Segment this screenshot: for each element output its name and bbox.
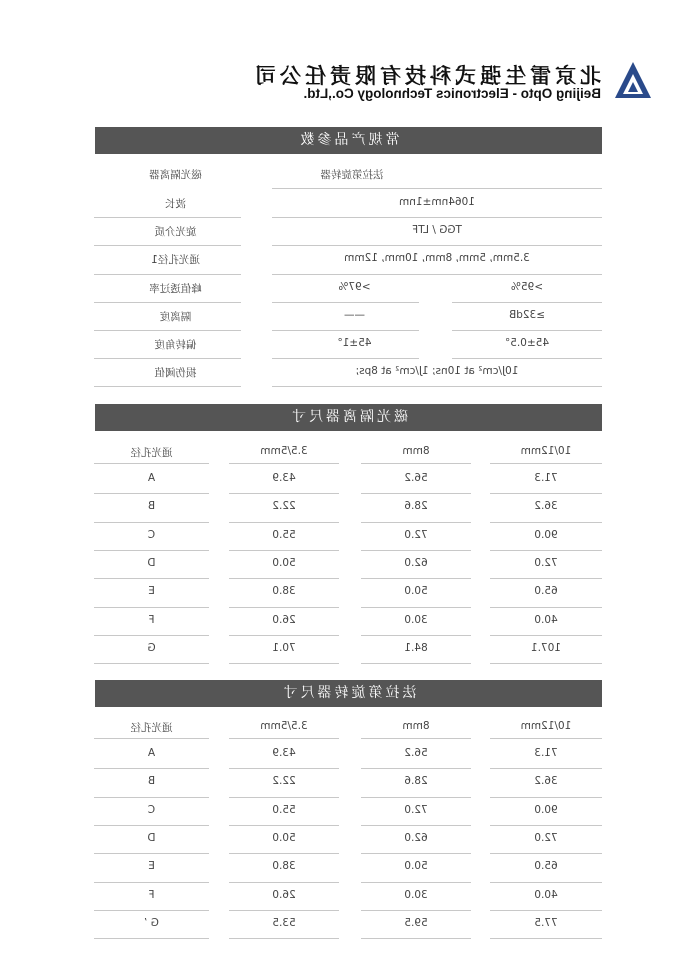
isolator-dims-cell: 84.1 (404, 641, 428, 654)
faraday-dims-row-divider (361, 853, 471, 854)
isolator-dims-header-cell: 8mm (402, 445, 430, 457)
isolator-dims-header-divider (490, 463, 602, 464)
isolator-dims-header-divider (229, 463, 339, 464)
params-row-label: 通光孔径1 (151, 254, 200, 267)
params-row-value: TGG / LTF (412, 224, 462, 237)
params-row-value: 3.5mm, 5mm, 8mm, 10mm, 12mm (344, 252, 530, 265)
faraday-dims-cell: 28.6 (404, 775, 428, 788)
isolator-dims-row-divider (229, 607, 339, 608)
isolator-dims-cell: 28.6 (404, 500, 428, 513)
faraday-dims-title: 法拉第旋转器尺寸 (95, 680, 602, 707)
params-row-divider (272, 302, 419, 303)
params-label-divider (94, 217, 241, 218)
faraday-dims-row-divider (490, 910, 602, 911)
isolator-dims-row-divider (94, 522, 209, 523)
isolator-dims-cell: F (148, 613, 155, 626)
params-row-label: 峰值透过率 (149, 282, 202, 295)
isolator-dims-cell: 43.9 (272, 472, 296, 484)
isolator-dims-row-divider (361, 607, 471, 608)
faraday-dims-header-divider (361, 738, 471, 739)
isolator-dims-row-divider (94, 493, 209, 494)
isolator-dims-header-cell: 3.5/5mm (260, 445, 308, 457)
company-name-cn: 北京雷生强式科技有限责任公司 (251, 64, 601, 88)
isolator-dims-row-divider (361, 635, 471, 636)
params-row-divider (272, 358, 419, 359)
faraday-dims-row-divider (94, 825, 209, 826)
faraday-dims-row-divider (229, 910, 339, 911)
faraday-dims-header-divider (490, 738, 602, 739)
faraday-dims-cell: A (147, 747, 156, 759)
isolator-dims-row-divider (229, 493, 339, 494)
isolator-dims-cell: 65.0 (534, 585, 558, 598)
params-row-label: 旋光介质 (154, 226, 197, 239)
params-row-isolator-value: >95% (510, 280, 544, 293)
params-row-label: 偏转角度 (154, 339, 197, 351)
isolator-dims-cell: E (148, 585, 155, 598)
faraday-dims-row-divider (94, 768, 209, 769)
faraday-dims-cell: 56.2 (404, 747, 428, 759)
faraday-dims-header-cell: 通光孔径 (130, 722, 173, 734)
faraday-dims-cell: 30.0 (404, 888, 428, 901)
faraday-dims-row-divider (94, 853, 209, 854)
faraday-dims-cell: D (147, 831, 156, 844)
params-col-faraday: 法拉第旋转器 (320, 169, 384, 181)
faraday-dims-cell: 38.0 (272, 860, 296, 873)
faraday-dims-header-cell: 8mm (402, 720, 430, 732)
faraday-dims-row-divider (94, 882, 209, 883)
isolator-dims-row-divider (361, 493, 471, 494)
faraday-dims-cell: B (147, 775, 156, 788)
params-row-isolator-value: ≥32dB (508, 308, 546, 321)
company-name-en: Beijing Opto - Electronics Technology Co.,Ltd. (303, 86, 601, 101)
isolator-dims-row-divider (361, 578, 471, 579)
faraday-dims-row-divider (490, 768, 602, 769)
faraday-dims-row-divider (490, 853, 602, 854)
isolator-dims-row-divider (490, 522, 602, 523)
faraday-dims-cell: 62.0 (404, 831, 428, 844)
params-row-label: 损伤阈值 (154, 367, 197, 380)
faraday-dims-cell: F (148, 888, 155, 901)
isolator-dims-cell: B (147, 500, 156, 513)
isolator-dims-header-cell: 10/12mm (520, 445, 572, 457)
params-row-label: 波长 (165, 198, 186, 210)
faraday-dims-cell: 72.0 (534, 831, 558, 844)
isolator-dims-row-divider (490, 663, 602, 664)
faraday-dims-row-divider (94, 797, 209, 798)
faraday-dims-cell: 40.0 (534, 888, 558, 901)
isolator-dims-row-divider (490, 550, 602, 551)
faraday-dims-row-divider (229, 853, 339, 854)
faraday-dims-row-divider (361, 768, 471, 769)
isolator-dims-row-divider (94, 635, 209, 636)
faraday-dims-header-divider (94, 738, 209, 739)
isolator-dims-cell: C (147, 528, 156, 541)
params-row-divider (272, 217, 602, 218)
params-row-divider (452, 302, 602, 303)
params-label-divider (94, 245, 241, 246)
params-row-divider (272, 274, 602, 275)
isolator-dims-row-divider (229, 635, 339, 636)
isolator-dims-row-divider (94, 550, 209, 551)
isolator-dims-cell: 38.0 (272, 585, 296, 598)
faraday-dims-cell: 26.0 (272, 888, 296, 901)
isolator-dims-row-divider (490, 607, 602, 608)
params-row-value: 10J/cm² at 10ns; 1J/cm² at 8ps; (355, 365, 519, 378)
isolator-dims-cell: 22.2 (272, 500, 296, 513)
params-label-divider (94, 274, 241, 275)
faraday-dims-cell: 50.0 (404, 860, 428, 873)
params-row-faraday-value: —— (344, 308, 365, 321)
faraday-dims-cell: 65.0 (534, 860, 558, 873)
faraday-dims-row-divider (229, 825, 339, 826)
params-row-divider (272, 245, 602, 246)
faraday-dims-row-divider (361, 882, 471, 883)
isolator-dims-header-divider (94, 463, 209, 464)
params-label-divider (94, 302, 241, 303)
faraday-dims-cell: 50.0 (272, 831, 296, 844)
isolator-dims-cell: 50.0 (404, 585, 428, 598)
isolator-dims-cell: 72.0 (534, 556, 558, 569)
faraday-dims-cell: E (148, 860, 155, 873)
isolator-dims-cell: D (147, 556, 156, 569)
company-header (93, 60, 653, 110)
isolator-dims-row-divider (94, 607, 209, 608)
faraday-dims-header-cell: 10/12mm (520, 720, 572, 732)
params-label-divider (94, 358, 241, 359)
isolator-dims-row-divider (361, 663, 471, 664)
faraday-dims-cell: C (147, 803, 156, 816)
isolator-dims-row-divider (229, 522, 339, 523)
faraday-dims-cell: 55.0 (272, 803, 296, 816)
faraday-dims-cell: 36.2 (534, 775, 558, 788)
faraday-dims-row-divider (361, 825, 471, 826)
faraday-dims-row-divider (361, 797, 471, 798)
isolator-dims-cell: 70.1 (272, 641, 296, 654)
params-row-value: 1064nm±1nm (399, 196, 475, 208)
isolator-dims-cell: 40.0 (534, 613, 558, 626)
faraday-dims-cell: 53.5 (272, 916, 296, 929)
faraday-dims-cell: 71.3 (534, 747, 558, 759)
company-logo-icon (613, 60, 653, 100)
params-row-isolator-value: 45±0.5° (504, 337, 550, 349)
params-row-faraday-value: >97% (338, 280, 371, 293)
isolator-dims-row-divider (229, 550, 339, 551)
isolator-dims-row-divider (94, 578, 209, 579)
faraday-dims-row-divider (94, 910, 209, 911)
faraday-dims-row-divider (490, 882, 602, 883)
params-row-divider (272, 330, 419, 331)
params-row-faraday-value: 45±1° (337, 337, 372, 349)
faraday-dims-row-divider (490, 797, 602, 798)
isolator-dims-row-divider (229, 663, 339, 664)
isolator-dims-cell: 55.0 (272, 528, 296, 541)
faraday-dims-row-divider (94, 938, 209, 939)
isolator-dims-row-divider (490, 493, 602, 494)
faraday-dims-header-cell: 3.5/5mm (260, 720, 308, 732)
isolator-dims-row-divider (490, 578, 602, 579)
isolator-dims-cell: 26.0 (272, 613, 296, 626)
faraday-dims-row-divider (361, 938, 471, 939)
faraday-dims-row-divider (229, 938, 339, 939)
isolator-dims-row-divider (94, 663, 209, 664)
params-label-divider (94, 330, 241, 331)
faraday-dims-cell: 72.0 (404, 803, 428, 816)
isolator-dims-cell: 71.3 (534, 472, 558, 484)
isolator-dims-cell: 50.0 (272, 556, 296, 569)
params-row-label: 隔离度 (159, 310, 192, 323)
isolator-dims-cell: G (147, 641, 156, 654)
faraday-dims-cell: G ’ (144, 916, 159, 929)
faraday-dims-cell: 43.9 (272, 747, 296, 759)
params-row-divider (452, 358, 602, 359)
params-label-divider (94, 386, 241, 387)
faraday-dims-row-divider (229, 882, 339, 883)
params-row-divider (452, 330, 602, 331)
isolator-dims-row-divider (229, 578, 339, 579)
isolator-dims-cell: A (147, 472, 156, 484)
isolator-dims-cell: 72.0 (404, 528, 428, 541)
faraday-dims-cell: 77.5 (534, 916, 558, 929)
isolator-dims-row-divider (361, 550, 471, 551)
params-col-isolator: 磁光隔离器 (149, 169, 202, 181)
isolator-dims-cell: 36.2 (534, 500, 558, 513)
faraday-dims-cell: 22.2 (272, 775, 296, 788)
faraday-dims-header-divider (229, 738, 339, 739)
faraday-dims-row-divider (361, 910, 471, 911)
faraday-dims-cell: 59.5 (404, 916, 428, 929)
params-section-title: 常规产品参数 (95, 127, 602, 154)
params-header-divider (272, 188, 602, 189)
faraday-dims-row-divider (229, 797, 339, 798)
isolator-dims-header-cell: 通光孔径 (130, 447, 173, 459)
isolator-dims-row-divider (490, 635, 602, 636)
isolator-dims-row-divider (361, 522, 471, 523)
isolator-dims-cell: 90.0 (534, 528, 558, 541)
faraday-dims-row-divider (490, 938, 602, 939)
isolator-dims-cell: 56.2 (404, 472, 428, 484)
isolator-dims-cell: 107.1 (530, 641, 562, 654)
faraday-dims-cell: 90.0 (534, 803, 558, 816)
isolator-dims-header-divider (361, 463, 471, 464)
isolator-dims-cell: 30.0 (404, 613, 428, 626)
params-row-divider (272, 386, 602, 387)
faraday-dims-row-divider (229, 768, 339, 769)
isolator-dims-cell: 62.0 (404, 556, 428, 569)
faraday-dims-row-divider (490, 825, 602, 826)
isolator-dims-title: 磁光隔离器尺寸 (95, 404, 602, 431)
